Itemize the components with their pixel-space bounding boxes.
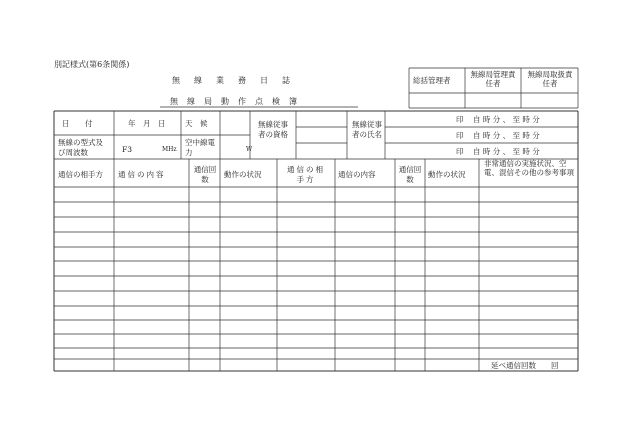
power-unit: W — [246, 146, 253, 153]
date-label: 日 付 — [62, 119, 97, 128]
date-units: 年 月 日 — [128, 119, 166, 128]
operator-qualification-label: 無線従事者の資格 — [258, 120, 288, 139]
log-col-count-left: 通信回数 — [193, 165, 217, 184]
radio-type-value: F3 — [122, 145, 132, 154]
approval-general-manager: 総括管理者 — [413, 76, 451, 85]
radio-type-label: 無線の型式及び周波数 — [58, 138, 103, 157]
page-subtitle: 無線局動作点検簿 — [170, 97, 306, 106]
time-range-2: 自 時 分 、 至 時 分 — [473, 131, 540, 140]
form-reference: 別記様式(第6条関係) — [54, 60, 130, 69]
log-col-status-left: 動作の状況 — [224, 170, 262, 179]
operator-name-label: 無線従事者の氏名 — [352, 120, 382, 139]
time-range-3: 自 時 分 、 至 時 分 — [473, 147, 540, 156]
approval-station-manager: 無線局管理責任者 — [470, 70, 516, 88]
log-col-partner-right: 通信の相手方 — [287, 165, 325, 184]
log-col-count-right: 通信回数 — [398, 165, 422, 184]
approval-station-operator: 無線局取扱責任者 — [527, 70, 573, 88]
seal-2: 印 — [456, 131, 464, 140]
seal-3: 印 — [456, 147, 464, 156]
log-col-content-left: 通信の内容 — [118, 170, 166, 179]
page-title: 無線業務日誌 — [172, 76, 304, 85]
log-col-partner-left: 通信の相手方 — [58, 170, 103, 179]
weather-label: 天 候 — [185, 119, 208, 128]
time-range-1: 自 時 分 、 至 時 分 — [473, 115, 540, 124]
seal-1: 印 — [456, 115, 464, 124]
remarks-header: 非常通信の実施状況、空電、混信その他の参考事項 — [484, 159, 574, 177]
total-count-label: 延べ通信回数 回 — [491, 361, 559, 370]
log-col-status-right: 動作の状況 — [428, 170, 466, 179]
antenna-power-label: 空中線電力 — [185, 138, 215, 157]
frequency-unit: MHz — [162, 146, 177, 153]
log-col-content-right: 通信の内容 — [338, 170, 376, 179]
